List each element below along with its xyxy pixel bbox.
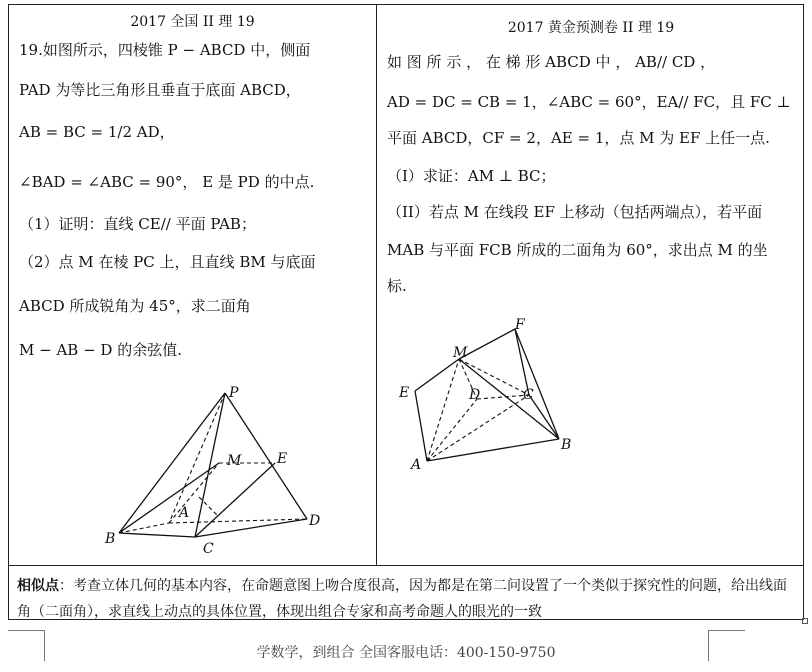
label-d-right: D: [469, 387, 481, 403]
label-e-right: E: [399, 385, 410, 401]
label-d: D: [309, 513, 321, 529]
left-column: [9, 5, 376, 565]
table-resize-handle[interactable]: [802, 618, 808, 624]
label-b: B: [105, 531, 116, 547]
label-c-right: C: [523, 387, 534, 403]
row-divider: [9, 565, 803, 566]
similarity-note: [17, 573, 797, 625]
comparison-table: [8, 4, 804, 620]
right-line-5: （II）若点 M 在线段 EF 上移动（包括两端点），若平面: [387, 203, 763, 221]
left-line-4: ∠BAD = ∠ABC = 90°， E 是 PD 的中点.: [19, 173, 315, 191]
pyramid-figure: [99, 377, 339, 557]
label-m-right: M: [453, 345, 468, 361]
label-a-right: A: [411, 457, 422, 473]
label-m: M: [227, 453, 242, 469]
left-line-6: （2）点 M 在棱 PC 上，且直线 BM 与底面: [19, 253, 316, 271]
right-column: [377, 5, 805, 565]
page-footer: 学数学，到组合 全国客服电话：400-150-9750: [256, 645, 556, 661]
left-line-7: ABCD 所成锐角为 45°，求二面角: [19, 297, 251, 315]
label-a: A: [179, 505, 190, 521]
similarity-label: 相似点: [17, 578, 59, 594]
label-c: C: [203, 541, 214, 557]
left-line-3: AB = BC = 1/2 AD，: [19, 123, 175, 141]
left-line-1: 19.如图所示，四棱锥 P − ABCD 中，侧面: [19, 41, 311, 59]
similarity-text: ：考查立体几何的基本内容，在命题意图上吻合度很高，因为都是在第二问设置了一个类似于探究性的问题，给出线面角（二面角），求直线上动点的具体位置，体现出组合专家和高考命题人的眼光的一致: [17, 578, 787, 620]
left-heading: 2017 全国 II 理 19: [130, 14, 255, 30]
right-line-3: 平面 ABCD，CF = 2，AE = 1，点 M 为 EF 上任一点.: [387, 129, 770, 147]
left-line-5: （1）证明：直线 CE// 平面 PAB；: [19, 215, 256, 233]
label-b-right: B: [561, 437, 572, 453]
label-p: P: [229, 385, 239, 401]
right-line-4: （I）求证：AM ⊥ BC；: [387, 167, 556, 185]
label-f: F: [515, 317, 525, 333]
right-heading: 2017 黄金预测卷 II 理 19: [507, 20, 675, 36]
right-line-7: 标.: [387, 277, 407, 295]
right-line-1: 如 图 所 示 ， 在 梯 形 ABCD 中 ， AB// CD ，: [387, 53, 716, 71]
right-line-2: AD = DC = CB = 1，∠ABC = 60°，EA// FC，且 FC ⊥: [387, 93, 791, 111]
label-e: E: [277, 451, 288, 467]
trapezoid-solid-figure: [397, 315, 587, 475]
right-line-6: MAB 与平面 FCB 所成的二面角为 60°，求出点 M 的坐: [387, 241, 768, 259]
left-line-8: M − AB − D 的余弦值.: [19, 341, 182, 359]
left-line-2: PAD 为等比三角形且垂直于底面 ABCD，: [19, 81, 301, 99]
